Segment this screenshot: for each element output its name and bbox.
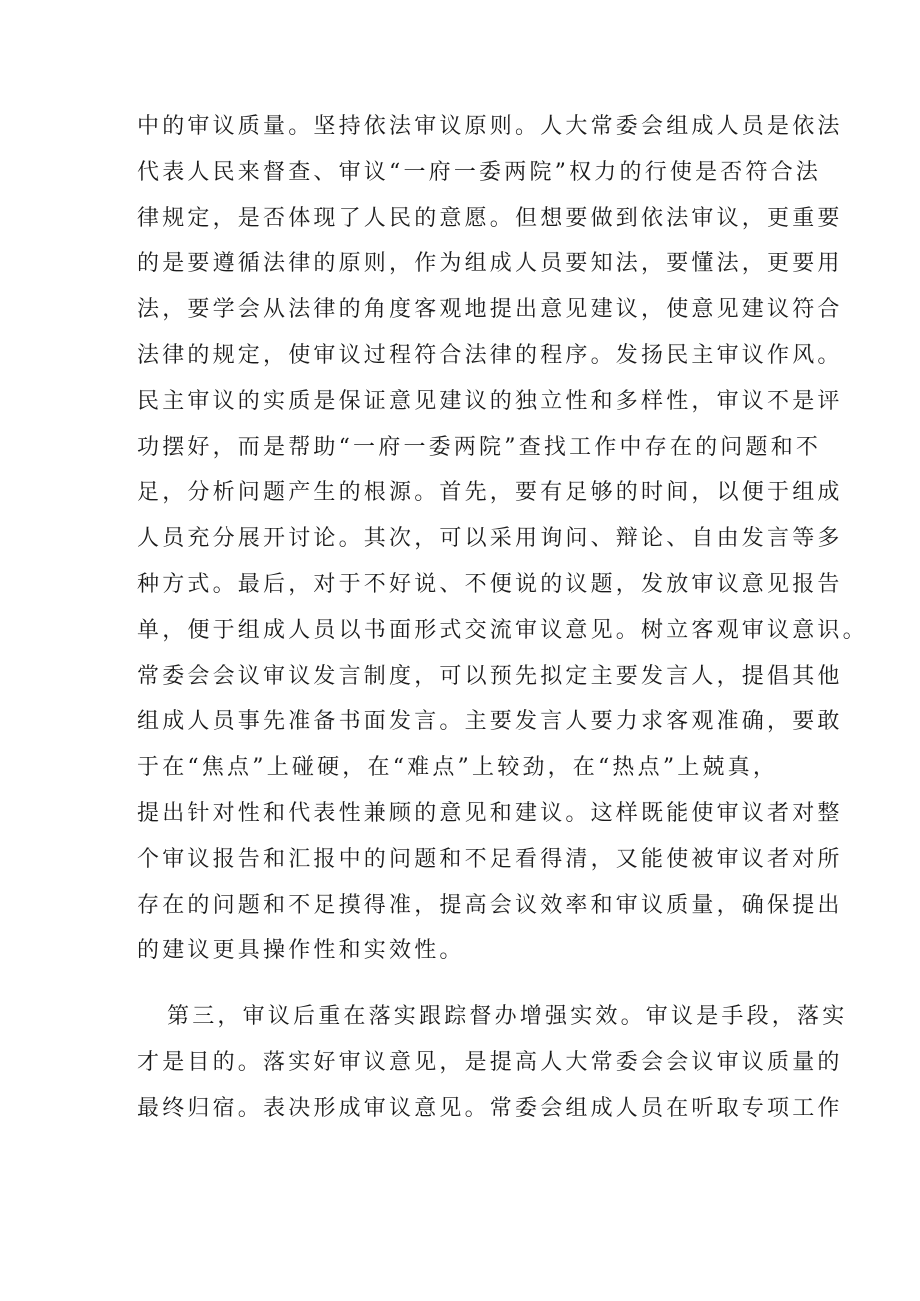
text-line: 个审议报告和汇报中的问题和不足看得清，又能使被审议者对所: [137, 846, 843, 872]
text-line: 种方式。最后，对于不好说、不便说的议题，发放审议意见报告: [137, 571, 843, 597]
text-line: 最终归宿。表决形成审议意见。常委会组成人员在听取专项工作: [137, 1095, 843, 1121]
text-line: 法，要学会从法律的角度客观地提出意见建议，使意见建议符合: [137, 297, 843, 323]
text-line: 才是目的。落实好审议意见，是提高人大常委会会议审议质量的: [137, 1049, 843, 1075]
text-line: 民主审议的实质是保证意见建议的独立性和多样性，审议不是评: [137, 388, 843, 414]
text-line: 存在的问题和不足摸得准，提高会议效率和审议质量，确保提出: [137, 892, 843, 918]
text-line: 代表人民来督查、审议“一府一委两院”权力的行使是否符合法: [137, 159, 822, 185]
text-line: 的是要遵循法律的原则，作为组成人员要知法，要懂法，更要用: [137, 251, 843, 277]
text-line: 于在“焦点”上碰硬，在“难点”上较劲，在“热点”上兢真，: [137, 755, 779, 781]
paragraph-1: [137, 104, 868, 974]
text-line: 的建议更具操作性和实效性。: [137, 938, 465, 964]
text-line: 人员充分展开讨论。其次，可以采用询问、辩论、自由发言等多: [137, 526, 843, 552]
text-line: 单，便于组成人员以书面形式交流审议意见。树立客观审议意识。: [137, 617, 868, 643]
text-line: 中的审议质量。坚持依法审议原则。人大常委会组成人员是依法: [137, 114, 843, 139]
paragraph-2: [137, 994, 848, 1131]
text-line: 组成人员事先准备书面发言。主要发言人要力求客观准确，要敢: [137, 709, 843, 735]
text-line: 足，分析问题产生的根源。首先，要有足够的时间，以便于组成: [137, 480, 843, 506]
text-line: 第三，审议后重在落实跟踪督办增强实效。审议是手段，落实: [167, 1004, 848, 1030]
text-line: 律规定，是否体现了人民的意愿。但想要做到依法审议，更重要: [137, 205, 843, 231]
text-line: 法律的规定，使审议过程符合法律的程序。发扬民主审议作风。: [137, 342, 843, 368]
paragraph-spacer: [137, 974, 797, 994]
text-line: 功摆好，而是帮助“一府一委两院”查找工作中存在的问题和不: [137, 434, 822, 460]
text-line: 提出针对性和代表性兼顾的意见和建议。这样既能使审议者对整: [137, 800, 843, 826]
text-line: 常委会会议审议发言制度，可以预先拟定主要发言人，提倡其他: [137, 663, 843, 689]
document-body: [137, 104, 868, 1132]
